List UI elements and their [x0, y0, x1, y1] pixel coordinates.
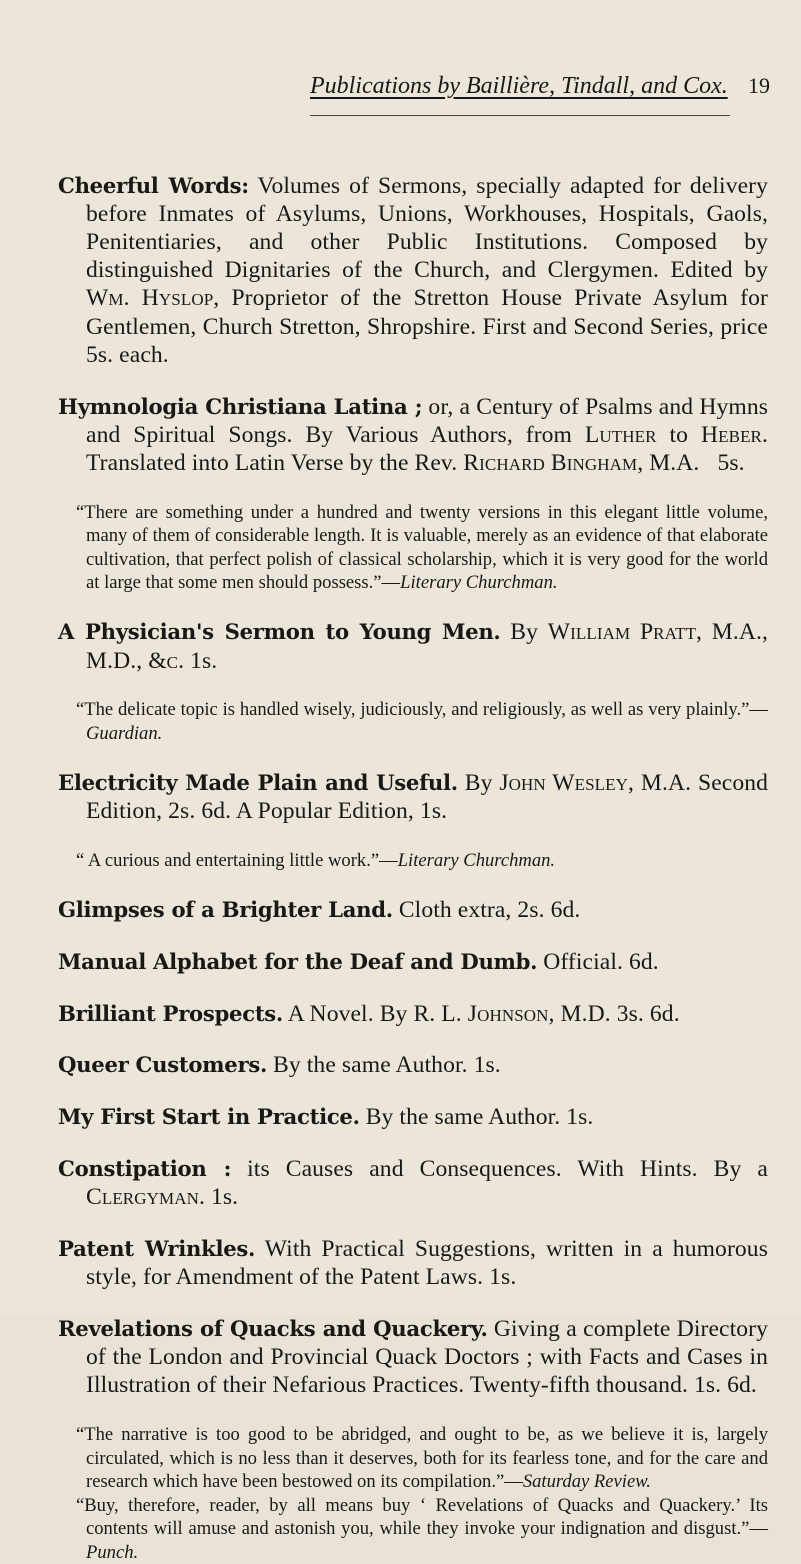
entry-name: Heber. [701, 421, 768, 448]
entry-description: By the same Author. 1s. [365, 1104, 594, 1131]
entry-text [58, 1000, 768, 1028]
review-quote [58, 1423, 768, 1494]
entry-title: Glimpses of a Brighter Land. [58, 897, 393, 923]
entry-author: William Pratt, M.A., M.D., &c. [86, 619, 769, 674]
entry-text [58, 1155, 768, 1211]
entry-text [58, 1235, 768, 1291]
catalogue-entry [58, 1000, 768, 1028]
review-text: “Buy, therefore, reader, by all means buy ‘ Revelations of Quacks and Quackery.’ Its contents will amuse and astonish you, while they invoke your indignation and disgust.”— [76, 1494, 768, 1540]
entry-author: R. L. Johnson, M.D. [413, 1000, 611, 1027]
entry-price: 1s. [210, 1184, 239, 1211]
entry-author: John Wesley, M.A. [499, 770, 692, 796]
review-source: Punch. [86, 1541, 139, 1563]
catalogue-entry [58, 618, 768, 745]
entry-title: Revelations of Quacks and Quackery. [58, 1316, 488, 1342]
catalogue-entry [58, 1315, 768, 1564]
entry-description: By the same Author. 1s. [273, 1052, 501, 1079]
entry-author: Wm. Hyslop, [86, 285, 220, 312]
catalogue-entry [58, 896, 768, 924]
review-quote [58, 698, 768, 745]
entry-title: Hymnologia Christiana Latina ; [58, 393, 423, 419]
running-title: Publications by Baillière, Tindall, and Cox. [310, 73, 728, 99]
entry-description: Giving a complete Directory of the London and Provincial Quack Doctors ; with Facts and Cases in Illustration of their Nefarious Practices. Twenty-fifth thousand. 1s. 6d. [86, 1316, 769, 1399]
entry-title: My First Start in Practice. [58, 1104, 360, 1130]
entry-text [58, 948, 768, 976]
entry-text [58, 172, 768, 369]
entry-description: Volumes of Sermons, specially adapted for delivery before Inmates of Asylums, Unions, Workhouses, Hospitals, Gaols, Penitentiaries, and other Public Institutions. Composed by distinguished Dignitaries of the Church, and Clergymen. Edited by [86, 172, 769, 284]
review-quote [58, 1494, 768, 1564]
catalogue-entry [58, 1051, 768, 1079]
review-text: “The narrative is too good to be abridged, and ought to be, as we believe it is, largely circulated, which is no less than it deserves, both for its fearless tone, and for the care and research which have been bestowed on its compilation.”— [76, 1424, 768, 1493]
catalogue-entry [58, 1235, 768, 1291]
entry-description-continued: Proprietor of the Stretton House Private Asylum for Gentlemen, Church Stretton, Shropshire. First and Second Series, price 5s. each. [86, 285, 768, 368]
entry-description: By [510, 619, 538, 646]
entry-text [58, 896, 768, 924]
entry-connector: to [669, 421, 689, 448]
entry-price: 5s. [717, 450, 745, 477]
review-source: Literary Churchman. [400, 572, 558, 594]
entry-description: A Novel. By [287, 1000, 408, 1027]
entry-text [58, 1315, 768, 1400]
entry-author: Clergyman. [86, 1184, 205, 1211]
entry-title: Electricity Made Plain and Useful. [58, 770, 458, 795]
review-source: Guardian. [86, 722, 163, 744]
running-head [310, 73, 770, 100]
entry-description-continued: Translated into Latin Verse by the Rev. [86, 450, 458, 477]
entry-description: Official. 6d. [543, 948, 659, 975]
entry-description: or, a Century of Psalms and Hymns and Spiritual Songs. By Various Authors, from [86, 393, 769, 448]
entry-author: Richard Bingham, M.A. [463, 450, 700, 477]
entry-text [58, 1051, 768, 1079]
catalogue-entry [58, 948, 768, 976]
entry-title: Constipation : [58, 1156, 232, 1182]
catalogue-list [58, 148, 768, 1564]
entry-description: By [464, 770, 493, 796]
review-source: Saturday Review. [522, 1471, 651, 1493]
entry-text [58, 393, 768, 478]
entry-price: 1s. [190, 647, 218, 674]
entry-text [58, 769, 768, 825]
entry-title: Brilliant Prospects. [58, 1000, 284, 1026]
entry-description-continued: Second Edition, 2s. 6d. A Popular Edition, 1s. [86, 770, 769, 825]
entry-text [58, 618, 768, 674]
entry-text [58, 1103, 768, 1131]
review-quote [58, 849, 768, 873]
header-rule [310, 115, 730, 116]
entry-description: Cloth extra, 2s. 6d. [398, 897, 581, 924]
entry-title: A Physician's Sermon to Young Men. [58, 619, 501, 645]
catalogue-entry [58, 1155, 768, 1211]
entry-description: With Practical Suggestions, written in a humorous style, for Amendment of the Patent Laws. 1s. [86, 1236, 768, 1291]
entry-title: Patent Wrinkles. [58, 1236, 256, 1262]
review-quote [58, 501, 768, 595]
entry-title: Manual Alphabet for the Deaf and Dumb. [58, 948, 538, 974]
entry-title: Queer Customers. [58, 1052, 268, 1078]
catalogue-entry [58, 1103, 768, 1131]
entry-price: 3s. 6d. [616, 1000, 680, 1027]
page-number: 19 [748, 73, 770, 98]
review-text: “The delicate topic is handled wisely, judiciously, and religiously, as well as very plainly.”— [76, 699, 768, 721]
entry-name: Luther [584, 421, 657, 448]
entry-description: its Causes and Consequences. With Hints. By a [247, 1156, 769, 1183]
catalogue-entry [58, 769, 768, 873]
catalogue-entry [58, 172, 768, 369]
review-text: “ A curious and entertaining little work.”— [76, 850, 398, 871]
entry-title: Cheerful Words: [58, 172, 249, 198]
review-text: “There are something under a hundred and twenty versions in this elegant little volume, many of them of considerable length. It is valuable, merely as an evidence of that elaborate cultivation, that perfect polish of classical scholarship, which it is very good for the world at large that some men should possess.”— [76, 501, 768, 594]
review-source: Literary Churchman. [397, 850, 556, 871]
catalogue-entry [58, 393, 768, 595]
